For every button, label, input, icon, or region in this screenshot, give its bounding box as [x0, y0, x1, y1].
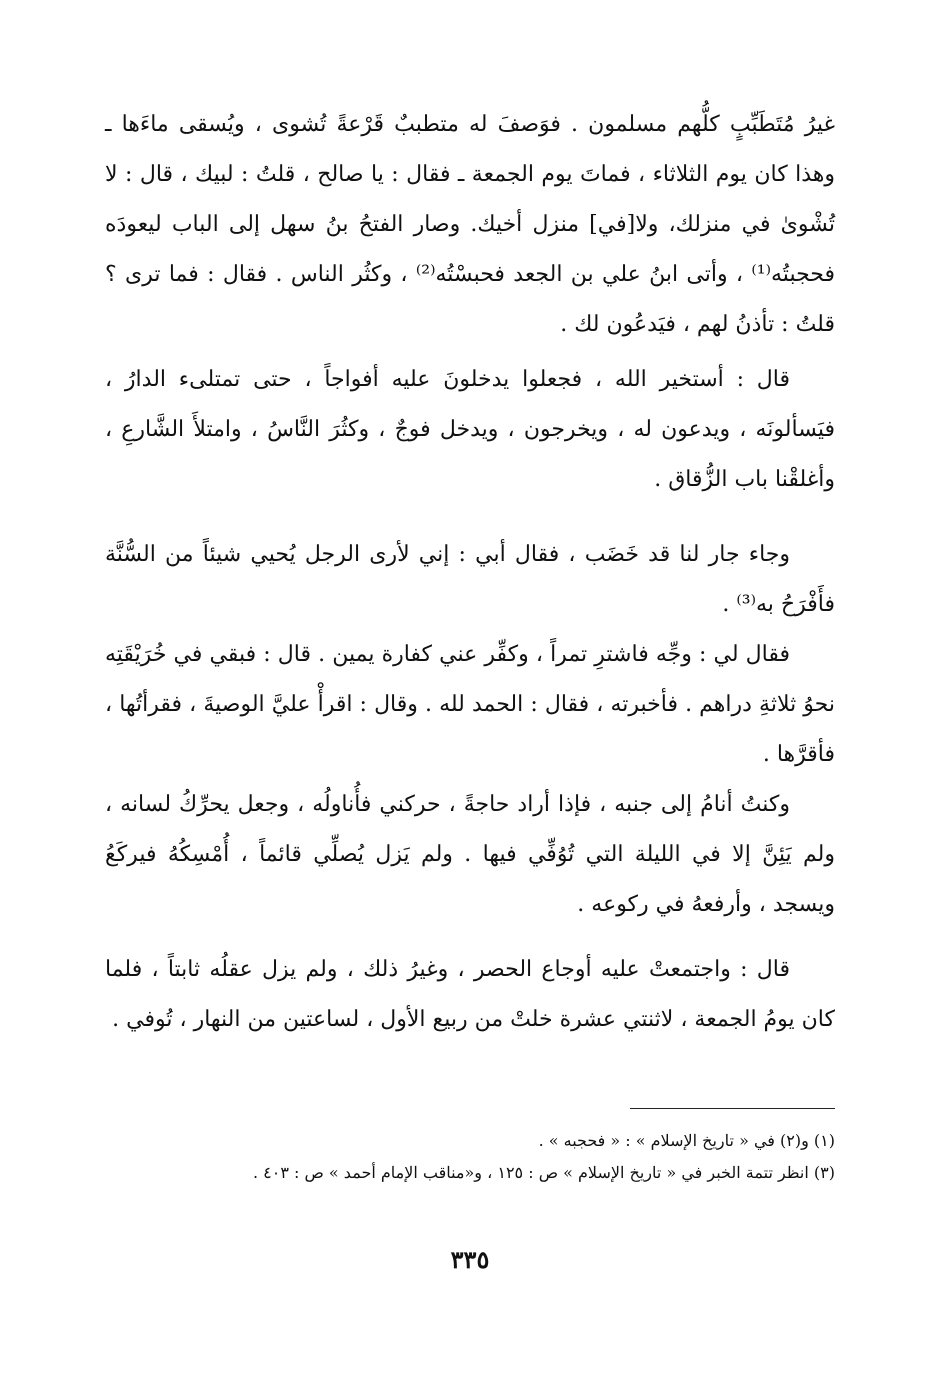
- body-paragraph: [105, 355, 835, 505]
- body-paragraph: [105, 100, 835, 350]
- footnote-divider: [630, 1108, 835, 1109]
- paragraph-text: فقال لي : وجِّه فاشترِ تمراً ، وكفِّر عني كفارة يمين . قال : فبقي في خُرَيْقَتِه نحوُ ثلاثةِ دراهم . فأخبرته ، فقال : الحمد لله . وقال : اقرأْ عليَّ الوصيةَ ، فقرأتُها ، فأقرَّها .: [105, 642, 835, 767]
- paragraph-text: وجاء جار لنا قد خَضَب ، فقال أبي : إني لأرى الرجل يُحيي شيئاً من السُّنَّة فأَفْرَحُ به⁽³⁾ .: [105, 542, 835, 617]
- paragraph-text: وكنتُ أنامُ إلى جنبه ، فإذا أراد حاجةً ، حركني فأُناولُه ، وجعل يحرِّكُ لسانه ، ولم يَئِنَّ إلا في الليلة التي تُوُفِّي فيها . ولم يَزل يُصلِّي قائماً ، أُمْسِكُهُ فيركَعُ ويسجد ، وأرفعهُ في ركوعه .: [105, 792, 835, 917]
- paragraph-text: قال : واجتمعتْ عليه أوجاع الحصر ، وغيرُ ذلك ، ولم يزل عقلُه ثابتاً ، فلما كان يومُ الجمعة ، لاثنتي عشرة خلتْ من ربيع الأول ، لساعتين من النهار ، تُوفي .: [105, 957, 835, 1032]
- paragraph-text: غيرُ مُتَطَبِّبٍ كلُّهم مسلمون . فوَصفَ له متطببٌ قَرْعةً تُشوى ، ويُسقى ماءَها ـ وهذا كان يوم الثلاثاء ، فماتَ يوم الجمعة ـ فقال : يا صالح ، قلتُ : لبيك ، قال : لا تُشْوىٰ في منزلك، ولا[في] منزل أخيك. وصار الفتحُ بنُ سهل إلى الباب ليعودَه فحجبتُه⁽¹⁾ ، وأتى ابنُ علي بن الجعد فحبسْتُه⁽²⁾ ، وكثُر الناس . فقال : فما ترى ؟ قلتُ : تأذنُ لهم ، فيَدعُون لك .: [105, 112, 836, 337]
- paragraph-text: قال : أستخير الله ، فجعلوا يدخلونَ عليه أفواجاً ، حتى تمتلىء الدارُ ، فيَسألونَه ، ويدعون له ، ويخرجون ، ويدخل فوجٌ ، وكثُرَ النَّاسُ ، وامتلأَ الشَّارعِ ، وأغلقْنا باب الزُّقاق .: [105, 367, 835, 492]
- body-paragraph: [105, 780, 835, 930]
- footnote: (٣) انظر تتمة الخبر في « تاريخ الإسلام » ص : ١٢٥ ، و«مناقب الإمام أحمد » ص : ٤٠٣ .: [252, 1163, 835, 1182]
- body-paragraph: [105, 530, 835, 630]
- body-paragraph: [105, 630, 835, 780]
- body-paragraph: [105, 945, 835, 1045]
- footnote: (١) و(٢) في « تاريخ الإسلام » : « فحجبه » .: [538, 1131, 835, 1150]
- footnotes: [105, 1125, 835, 1189]
- page-number: ٣٣٥: [450, 1245, 490, 1274]
